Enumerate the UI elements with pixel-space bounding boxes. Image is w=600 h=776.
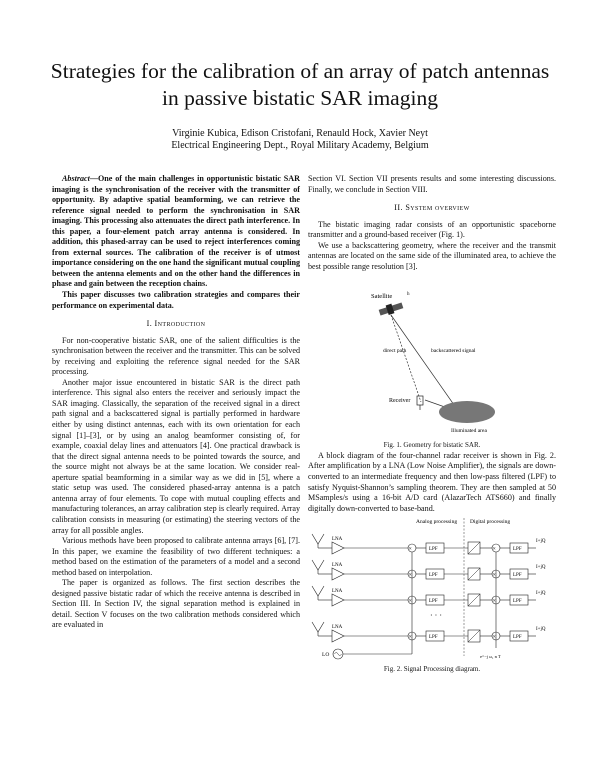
lpf-label: LPF xyxy=(429,635,438,641)
fig1-receiver-label: Receiver xyxy=(389,398,411,405)
author-block xyxy=(60,128,540,152)
amplifier-icon xyxy=(332,630,344,642)
receive-chain xyxy=(312,534,546,554)
mixer-symbol: × xyxy=(408,634,412,641)
amplifier-icon xyxy=(332,568,344,580)
antenna-icon xyxy=(312,622,324,632)
antenna-icon xyxy=(312,560,324,570)
fig1-illuminated-label: Illuminated area xyxy=(451,428,487,435)
lna-label: LNA xyxy=(332,537,343,543)
iq-output-label: I+jQ xyxy=(536,627,546,633)
amplifier-icon xyxy=(332,594,344,606)
direct-path-line xyxy=(389,315,421,405)
left-column xyxy=(52,174,300,631)
satellite-icon xyxy=(379,303,404,316)
digital-mixer-symbol: × xyxy=(492,598,496,605)
intro-paragraph: The paper is organized as follows. The first section describes the designed passive bistatic radar of which the receive antenna is described in Section III. In Section IV, the signal separation method is explained in detail. Section V focuses on the two calibration methods considered which are evaluated in xyxy=(52,578,300,630)
figure-2-diagram xyxy=(308,514,556,664)
paper-title: Strategies for the calibration of an array of patch antennas in passive bistatic SAR imaging xyxy=(50,59,550,110)
mixer-symbol: × xyxy=(408,598,412,605)
abstract-dash: — xyxy=(89,174,98,183)
fig1-direct-path-label: direct path xyxy=(383,348,407,355)
section-heading-overview: II. System overview xyxy=(394,203,470,213)
lna-label: LNA xyxy=(332,563,343,569)
lpf-label: LPF xyxy=(513,635,522,641)
receive-chain xyxy=(312,586,546,606)
intro-paragraph: Various methods have been proposed to calibrate antenna arrays [6], [7]. In this paper, we examine the feasibility of two different techniques: a method based on the estimation of the parameters of a model and a second method based on interpolation. xyxy=(52,536,300,577)
fig2-digital-label: Digital processing xyxy=(470,519,511,526)
abstract-text-2: This paper discusses two calibration strategies and compares their performance on experimental data. xyxy=(52,290,300,310)
overview-paragraph: The bistatic imaging radar consists of an opportunistic spaceborne transmitter and a ground-based receiver (Fig. 1). xyxy=(308,219,556,240)
ellipsis-dots: · · · xyxy=(430,611,442,621)
lpf-label: LPF xyxy=(429,599,438,605)
local-oscillator xyxy=(322,552,412,659)
lpf-label: LPF xyxy=(513,547,522,553)
illuminated-area xyxy=(439,401,495,423)
lna-label: LNA xyxy=(332,589,343,595)
mixer-symbol: × xyxy=(408,546,412,553)
lpf-label: LPF xyxy=(429,573,438,579)
receive-chain xyxy=(312,560,546,580)
right-continuation: Section VI. Section VII presents results and some interesting discussions. Finally, we conclude in Section VIII. xyxy=(308,174,556,194)
lo-label: LO xyxy=(322,652,330,659)
intro-paragraph: Another major issue encountered in bistatic SAR is the direct path interference. This signal also enters the receiver and seriously impact the SAR imaging. Classically, the separation of the received signal in a direct path signal and a backscattered signal is partially performed in hardware either by using distinct antennas, each with its own orientation for each signal [1]–[3], or by using an analog beamformer consisting of, for example, coaxial delay lines and attenuators [4]. One practical drawback is that the direct signal antenna needs to be pointed towards the source, and the source might not always be at the same location. We consider real-aperture spatial beamforming in a similar way as we did in [5], where a static setup was used. The considered phased-array antenna is a patch antenna array of four elements. To cope with mutual coupling effects and manufacturing tolerances, an array calibration step is clearly required. Array calibration consists in measuring (or estimating) the steering vectors of the array for all possible angles. xyxy=(52,377,300,535)
affiliation: Electrical Engineering Dept., Royal Military Academy, Belgium xyxy=(171,140,429,151)
figure-2-caption: Fig. 2. Signal Processing diagram. xyxy=(383,665,481,674)
section-heading-introduction: I. Introduction xyxy=(146,319,206,329)
digital-mixer-symbol: × xyxy=(492,546,496,553)
figure-1-caption: Fig. 1. Geometry for bistatic SAR. xyxy=(383,441,481,450)
amplifier-icon xyxy=(332,542,344,554)
antenna-icon xyxy=(312,534,324,544)
abstract xyxy=(52,174,300,311)
right-column xyxy=(308,174,556,675)
lpf-label: LPF xyxy=(513,599,522,605)
figure-1-geometry xyxy=(357,280,507,440)
intro-paragraph: For non-cooperative bistatic SAR, one of the salient difficulties is the synchronisation between the receiver and the transmitter. This can be solved by receiving and exploiting the reference signal needed for the SAR processing. xyxy=(52,335,300,377)
digital-mixer-symbol: × xyxy=(492,572,496,579)
iq-output-label: I+jQ xyxy=(536,565,546,571)
lpf-label: LPF xyxy=(429,547,438,553)
receiver-paragraph: A block diagram of the four-channel radar receiver is shown in Fig. 2. After amplification by a LNA (Low Noise Amplifier), the signals are down-converted to an intermediate frequency and then low-pass filtered (LPF) to satisfy Nyquist-Shannon’s sampling theorem. They are then sampled at 50 MSamples/s using a 16-bit A/D card (AlazarTech ATS660) and finally digitally down-converted to base-band. xyxy=(308,450,556,513)
lna-label: LNA xyxy=(332,625,343,631)
fig1-satellite-label: Satellite xyxy=(371,293,393,301)
fig2-exponent-label: e^−j ω₁ n T xyxy=(480,654,501,660)
abstract-text: One of the main challenges in opportunistic bistatic SAR imaging is the synchronisation of the receiver with the transmitter of opportunity. By adaptive spatial beamforming, we can retrieve the reference signal needed to perform the synchronisation in SAR imaging. This processing also attenuates the direct path interference. In this paper, a four-element patch array antenna is considered. In addition, this phased-array can be used to reject interferences coming from external sources. The calibration of the receiver is of utmost importance considering on the one hand the significant mutual coupling between the antenna elements and on the other hand the differences in phase and gain between the reception chains. xyxy=(52,174,301,289)
digital-mixer-symbol: × xyxy=(492,634,496,641)
iq-output-label: I+jQ xyxy=(536,539,546,545)
fig2-analog-label: Analog processing xyxy=(416,519,458,526)
fig1-transmit-icon: ʰ xyxy=(407,290,410,300)
mixer-symbol: × xyxy=(408,572,412,579)
abstract-label: Abstract xyxy=(62,174,90,183)
author-list: Virginie Kubica, Edison Cristofani, Renauld Hock, Xavier Neyt xyxy=(172,128,428,139)
antenna-icon xyxy=(312,586,324,596)
receive-chain xyxy=(312,622,546,642)
fig1-backscattered-label: backscattered signal xyxy=(431,348,476,355)
iq-output-label: I+jQ xyxy=(536,591,546,597)
lpf-label: LPF xyxy=(513,573,522,579)
overview-paragraph: We use a backscattering geometry, where the receiver and the transmit antennas are located on the same side of the illuminated area, to achieve the best possible range resolution [3]. xyxy=(308,240,556,271)
